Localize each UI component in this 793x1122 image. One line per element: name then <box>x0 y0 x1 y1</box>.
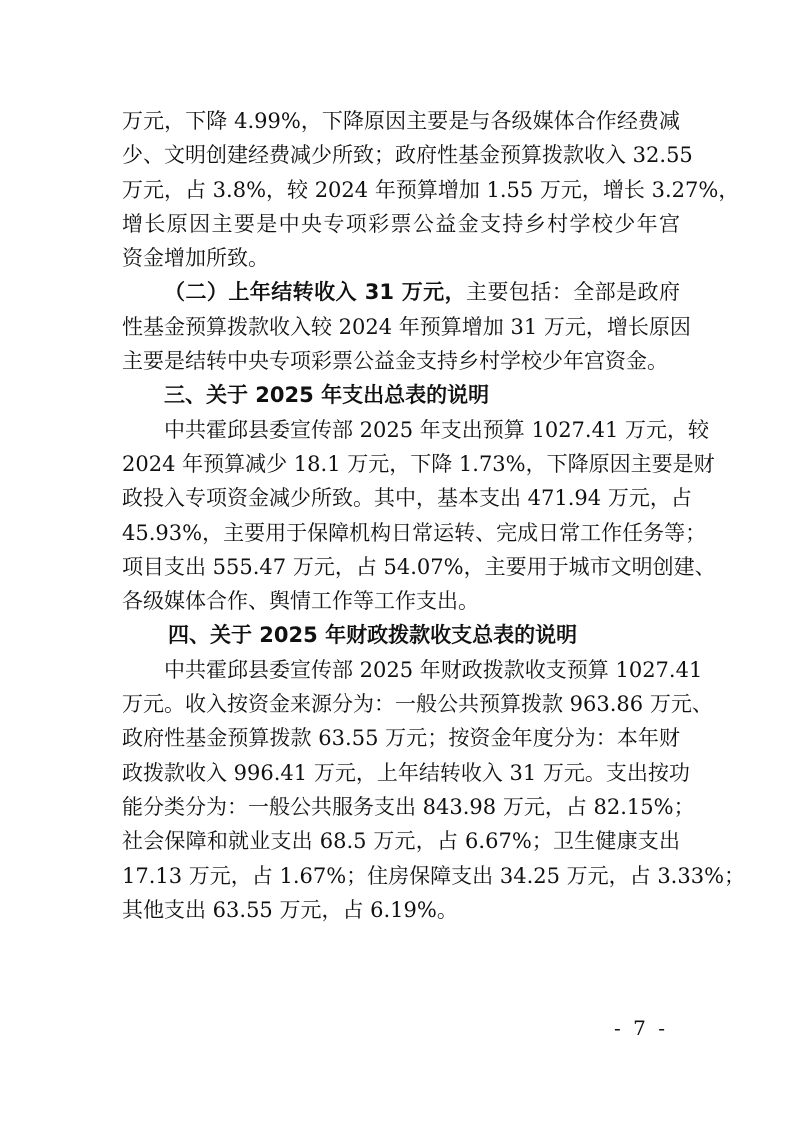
paragraph-carryover-income <box>122 275 691 378</box>
text-line: 政投入专项资金减少所致。其中，基本支出 471.94 万元，占 <box>122 486 692 511</box>
text-line: 2024 年预算减少 18.1 万元，下降 1.73%，下降原因主要是财 <box>122 451 715 476</box>
section-heading-4: 四、关于 2025 年财政拨款收支总表的说明 <box>168 623 578 648</box>
text-line: 少、文明创建经费减少所致；政府性基金预算拨款收入 32.55 <box>122 143 693 168</box>
text-line: 45.93%，主要用于保障机构日常运转、完成日常工作任务等； <box>122 520 707 545</box>
text-line: 资金增加所致。 <box>122 246 269 271</box>
text-line <box>122 275 680 309</box>
page-number: - 7 - <box>614 1016 668 1040</box>
document-body <box>122 104 746 927</box>
text-line: 项目支出 555.47 万元，占 54.07%，主要用于城市文明创建、 <box>122 554 716 579</box>
text-line: 政拨款收入 996.41 万元，上年结转收入 31 万元。支出按功 <box>122 760 690 785</box>
text-line: 万元，下降 4.99%，下降原因主要是与各级媒体合作经费减 <box>122 109 680 133</box>
section-heading-3: 三、关于 2025 年支出总表的说明 <box>164 383 490 408</box>
text-line: 增长原因主要是中央专项彩票公益金支持乡村学校少年宫 <box>122 211 680 236</box>
text-line: 万元。收入按资金来源分为：一般公共预算拨款 963.86 万元、 <box>122 692 713 717</box>
text-line: 中共霍邱县委宣传部 2025 年支出预算 1027.41 万元，较 <box>164 417 709 442</box>
text-line: 17.13 万元，占 1.67%；住房保障支出 34.25 万元，占 3.33%； <box>122 863 746 888</box>
text-line: 主要是结转中央专项彩票公益金支持乡村学校少年宫资金。 <box>122 349 668 374</box>
text-line: 能分类分为：一般公共服务支出 843.98 万元，占 82.15%； <box>122 794 695 819</box>
subheading-carryover: （二）上年结转收入 31 万元， <box>164 280 467 305</box>
text-line: 万元，占 3.8%，较 2024 年预算增加 1.55 万元，增长 3.27%， <box>122 177 740 202</box>
text-line: 中共霍邱县委宣传部 2025 年财政拨款收支预算 1027.41 <box>164 657 703 682</box>
paragraph-fiscal-allocation <box>122 653 746 927</box>
text-line: 其他支出 63.55 万元，占 6.19%。 <box>122 897 458 922</box>
paragraph-income-continued <box>122 104 740 275</box>
paragraph-expenditure <box>122 413 716 619</box>
text-line: 社会保障和就业支出 68.5 万元，占 6.67%；卫生健康支出 <box>122 829 680 854</box>
text-span: 主要包括：全部是政府 <box>466 280 680 305</box>
text-line: 性基金预算拨款收入较 2024 年预算增加 31 万元，增长原因 <box>122 314 691 339</box>
text-line: 政府性基金预算拨款 63.55 万元；按资金年度分为：本年财 <box>122 726 680 751</box>
text-line: 各级媒体合作、舆情工作等工作支出。 <box>122 589 479 614</box>
